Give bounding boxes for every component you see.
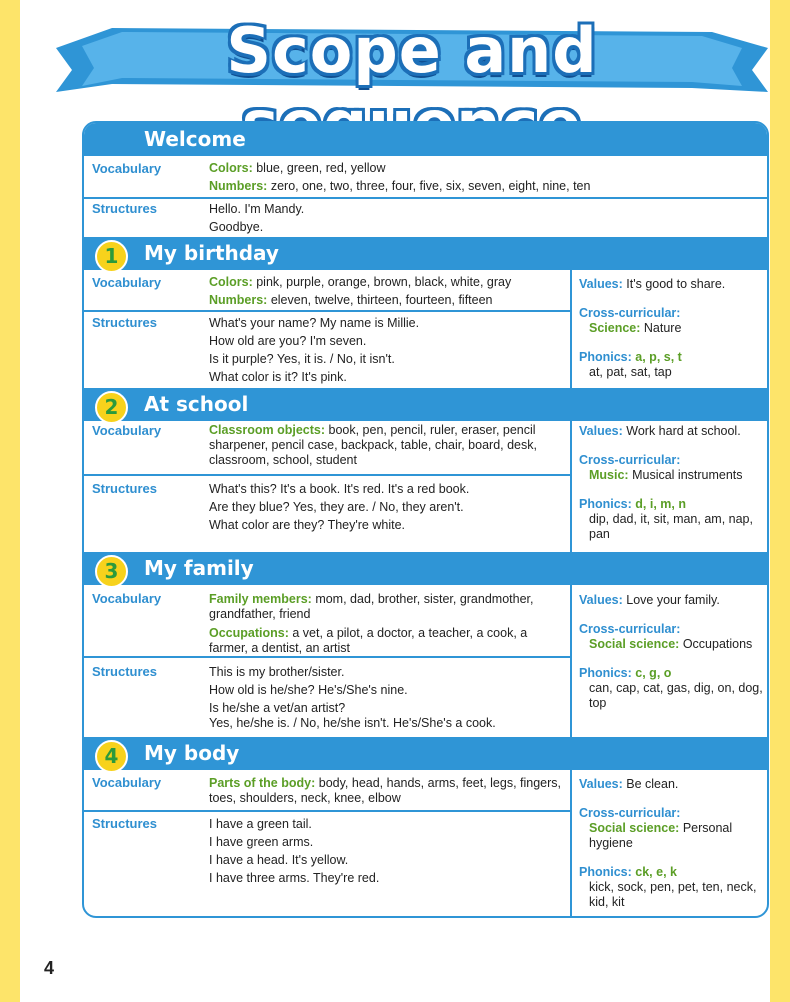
unit-3-vocab — [209, 592, 559, 656]
subject-label: Music: — [589, 468, 629, 482]
structure-line: What's your name? My name is Millie. — [209, 316, 420, 330]
column-divider — [570, 770, 572, 916]
struct-label: Structures — [92, 201, 158, 216]
cross-curricular-label: Cross-curricular: — [579, 806, 681, 820]
struct-label: Structures — [92, 481, 158, 496]
unit-title: Welcome — [144, 127, 246, 151]
unit-number-badge: 2 — [95, 391, 128, 424]
unit-number-badge: 1 — [95, 240, 128, 273]
welcome-header — [84, 123, 767, 156]
structure-line: Yes, he/she is. / No, he/she isn't. He's/She's a cook. — [209, 716, 496, 730]
structure-line: Goodbye. — [209, 220, 264, 234]
cross-curricular-label: Cross-curricular: — [579, 306, 681, 320]
column-divider — [570, 585, 572, 737]
phonics-label: Phonics: — [579, 666, 632, 680]
struct-label: Structures — [92, 664, 158, 679]
page-edge-left — [0, 0, 20, 1002]
structure-line: How old is he/she? He's/She's nine. — [209, 683, 408, 697]
phonics-letters: a, p, s, t — [635, 350, 682, 364]
numbers-list: zero, one, two, three, four, five, six, seven, eight, nine, ten — [270, 179, 591, 193]
values-label: Values: — [579, 593, 623, 607]
phonics-label: Phonics: — [579, 350, 632, 364]
row-divider — [84, 474, 570, 476]
unit-3-side — [579, 593, 765, 711]
phonics-label: Phonics: — [579, 865, 632, 879]
struct-label: Structures — [92, 315, 158, 330]
numbers-label: Numbers: — [209, 179, 268, 193]
phonics-words: dip, dad, it, sit, man, am, nap, pan — [589, 512, 753, 541]
vocab-category: Occupations: — [209, 626, 289, 640]
vocab-label: Vocabulary — [92, 161, 162, 176]
unit-title: My birthday — [144, 241, 279, 265]
structure-line: What's this? It's a book. It's red. It's a red book. — [209, 482, 470, 496]
subject-label: Social science: — [589, 637, 680, 651]
unit-2-vocab — [209, 423, 559, 468]
unit-4-vocab — [209, 776, 567, 806]
vocab-category: Colors: — [209, 275, 253, 289]
unit-4-side — [579, 777, 765, 910]
subject-topic: Occupations — [682, 637, 753, 651]
unit-title: My family — [144, 556, 254, 580]
phonics-words: kick, sock, pen, pet, ten, neck, kid, kit — [589, 880, 757, 909]
structure-line: I have a head. It's yellow. — [209, 853, 349, 867]
unit-2-header — [84, 388, 767, 421]
vocab-words: eleven, twelve, thirteen, fourteen, fifteen — [270, 293, 493, 307]
unit-1-vocab — [209, 273, 511, 309]
structure-line: I have three arms. They're red. — [209, 871, 380, 885]
page-edge-right — [770, 0, 790, 1002]
values-text: Work hard at school. — [626, 424, 741, 438]
unit-1-side — [579, 277, 765, 380]
structure-line: I have a green tail. — [209, 817, 312, 831]
title-banner — [52, 10, 772, 102]
unit-3-header — [84, 552, 767, 585]
unit-title: My body — [144, 741, 240, 765]
vocab-label: Vocabulary — [92, 275, 162, 290]
values-text: It's good to share. — [626, 277, 726, 291]
unit-title: At school — [144, 392, 249, 416]
phonics-label: Phonics: — [579, 497, 632, 511]
subject-label: Science: — [589, 321, 641, 335]
structure-line: Are they blue? Yes, they are. / No, they aren't. — [209, 500, 464, 514]
phonics-words: at, pat, sat, tap — [589, 365, 672, 379]
vocab-category: Family members: — [209, 592, 312, 606]
unit-2-side — [579, 424, 765, 542]
unit-4-structures — [209, 815, 379, 887]
unit-1-structures — [209, 314, 419, 386]
structure-line: What color is it? It's pink. — [209, 370, 347, 384]
welcome-vocab — [209, 159, 590, 195]
vocab-label: Vocabulary — [92, 775, 162, 790]
structure-line: What color are they? They're white. — [209, 518, 405, 532]
structure-line: Hello. I'm Mandy. — [209, 202, 305, 216]
vocab-category: Numbers: — [209, 293, 268, 307]
vocab-category: Classroom objects: — [209, 423, 326, 437]
page-number: 4 — [44, 958, 55, 978]
phonics-words: can, cap, cat, gas, dig, on, dog, top — [589, 681, 763, 710]
values-text: Be clean. — [626, 777, 679, 791]
unit-1-header — [84, 237, 767, 270]
structure-line: How old are you? I'm seven. — [209, 334, 367, 348]
page-title: Scope and — [226, 14, 598, 87]
structure-line: This is my brother/sister. — [209, 665, 345, 679]
column-divider — [570, 270, 572, 388]
vocab-words: a vet, a pilot, a doctor, a teacher, a cook, a farmer, a dentist, an artist — [209, 626, 528, 655]
phonics-letters: ck, e, k — [635, 865, 677, 879]
structure-line: I have green arms. — [209, 835, 314, 849]
unit-2-structures — [209, 480, 469, 534]
welcome-structures — [209, 200, 304, 236]
colors-label: Colors: — [209, 161, 253, 175]
subject-topic: Nature — [643, 321, 682, 335]
cross-curricular-label: Cross-curricular: — [579, 622, 681, 636]
vocab-words: body, head, hands, arms, feet, legs, fingers, toes, shoulders, neck, knee, elbow — [209, 776, 562, 805]
unit-number-badge: 4 — [95, 740, 128, 773]
scope-table — [82, 121, 769, 918]
values-label: Values: — [579, 424, 623, 438]
subject-topic: Personal hygiene — [589, 821, 733, 850]
values-text: Love your family. — [626, 593, 720, 607]
column-divider — [570, 421, 572, 552]
unit-number-badge: 3 — [95, 555, 128, 588]
unit-4-header — [84, 737, 767, 770]
struct-label: Structures — [92, 816, 158, 831]
vocab-category: Parts of the body: — [209, 776, 316, 790]
structure-line: Is he/she a vet/an artist? — [209, 701, 346, 715]
vocab-words: pink, purple, orange, brown, black, white, gray — [256, 275, 512, 289]
unit-3-structures — [209, 663, 496, 731]
cross-curricular-label: Cross-curricular: — [579, 453, 681, 467]
row-divider — [84, 656, 570, 658]
structure-line: Is it purple? Yes, it is. / No, it isn't. — [209, 352, 395, 366]
phonics-letters: c, g, o — [635, 666, 672, 680]
colors-list: blue, green, red, yellow — [256, 161, 386, 175]
subject-topic: Musical instruments — [632, 468, 743, 482]
row-divider — [84, 197, 767, 199]
row-divider — [84, 810, 570, 812]
values-label: Values: — [579, 277, 623, 291]
subject-label: Social science: — [589, 821, 680, 835]
vocab-label: Vocabulary — [92, 591, 162, 606]
vocab-words: mom, dad, brother, sister, grandmother, grandfather, friend — [209, 592, 534, 621]
values-label: Values: — [579, 777, 623, 791]
row-divider — [84, 310, 570, 312]
vocab-words: book, pen, pencil, ruler, eraser, pencil sharpener, pencil case, backpack, table, chair, board, desk, classroom, school, student — [209, 423, 537, 467]
vocab-label: Vocabulary — [92, 423, 162, 438]
phonics-letters: d, i, m, n — [635, 497, 686, 511]
